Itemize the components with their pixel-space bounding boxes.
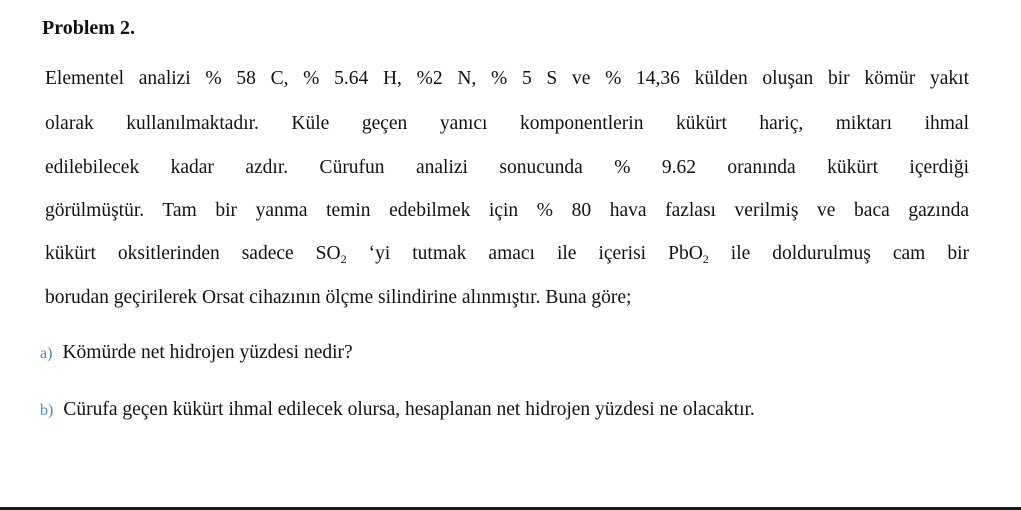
problem-text-line-3: edilebilecek kadar azdır. Cürufun analizi sonucunda % 9.62 oranında kükürt içerdiği xyxy=(45,157,969,178)
so2-subscript: 2 xyxy=(340,252,347,266)
line-5-part-1: kükürt oksitlerinden sadece SO xyxy=(45,243,341,264)
question-a-marker: a) xyxy=(40,345,53,362)
question-a-text: Kömürde net hidrojen yüzdesi nedir? xyxy=(62,342,353,363)
line-5-part-3: ile doldurulmuş cam bir xyxy=(708,243,969,264)
pbo2-subscript: 2 xyxy=(702,252,709,266)
question-b-marker: b) xyxy=(40,402,54,419)
problem-text-line-4: görülmüştür. Tam bir yanma temin edebilmek için % 80 hava fazlası verilmiş ve baca gazında xyxy=(45,200,969,221)
question-b xyxy=(40,398,755,423)
question-b-text: Cürufa geçen kükürt ihmal edilecek olursa, hesaplanan net hidrojen yüzdesi ne olacaktır. xyxy=(63,399,755,420)
problem-text-line-2: olarak kullanılmaktadır. Küle geçen yanıcı komponentlerin kükürt hariç, miktarı ihmal xyxy=(45,113,969,134)
line-5-part-2: ‘yi tutmak amacı ile içerisi PbO xyxy=(346,243,703,264)
problem-title: Problem 2. xyxy=(42,17,135,39)
problem-text-line-1: Elementel analizi % 58 C, % 5.64 H, %2 N, % 5 S ve % 14,36 külden oluşan bir kömür yakıt xyxy=(45,68,969,89)
problem-text-line-5 xyxy=(45,242,969,266)
question-a xyxy=(40,341,353,366)
problem-text-line-6: borudan geçirilerek Orsat cihazının ölçme silindirine alınmıştır. Buna göre; xyxy=(45,287,632,308)
